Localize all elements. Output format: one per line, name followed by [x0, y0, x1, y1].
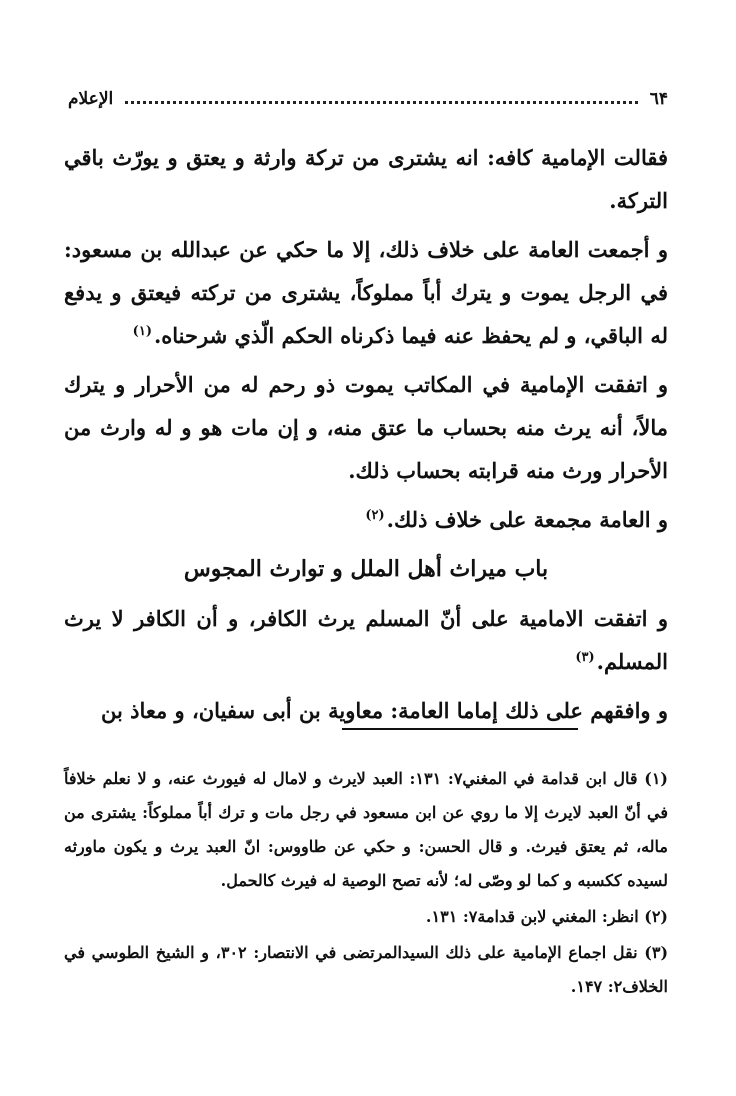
footnote-ref: (١) [132, 324, 152, 339]
footnotes [64, 762, 668, 1006]
paragraph [64, 136, 668, 222]
paragraph-text: فقالت الإمامية كافه: انه يشترى من تركة وارثة و يعتق و يورّث باقي التركة. [64, 145, 668, 213]
main-text [64, 136, 668, 738]
footnote-ref: (٣) [575, 650, 595, 665]
footnote: (٣) نقل اجماع الإمامية على ذلك السيدالمرتضى في الانتصار: ٣٠٢، و الشيخ الطوسي في الخلاف٢: ١۴٧. [64, 943, 669, 996]
paragraph [64, 228, 668, 357]
header-dotted-leader [125, 99, 638, 104]
running-header [68, 86, 668, 112]
paragraph-text: و العامة مجمعة على خلاف ذلك. [386, 507, 668, 532]
running-title: الإعلام [68, 89, 114, 109]
paragraph-text: و أجمعت العامة على خلاف ذلك، إلا ما حكي عن عبدالله بن مسعود: في الرجل يموت و يترك أباً مملوكاً، يشترى من تركته فيعتق و يدفع له الباقي، و لم يحفظ عنه فيما ذكرناه الحكم الّذي شرحناه. [64, 237, 668, 348]
paragraph-text: و اتفقت الإمامية في المكاتب يموت ذو رحم له من الأحرار و يترك مالاً، أنه يرث منه بحساب ما عتق منه، و إن مات هو و له وارث من الأحرار ورث منه قرابته بحساب ذلك. [64, 372, 668, 483]
footnote-separator [342, 728, 578, 730]
page-number: ٦۴ [649, 89, 668, 109]
footnote: (٢) انظر: المغني لابن قدامة٧: ١٣١. [425, 907, 668, 926]
paragraph-text: و اتفقت الامامية على أنّ المسلم يرث الكافر، و أن الكافر لا يرث المسلم. [64, 606, 668, 674]
paragraph [64, 689, 668, 732]
paragraph [64, 363, 668, 492]
paragraph [64, 498, 668, 541]
section-heading: باب ميراث أهل الملل و توارث المجوس [183, 556, 549, 582]
paragraph-text: و وافقهم على ذلك إماما العامة: معاوية بن أبى سفيان، و معاذ بن [100, 698, 668, 723]
footnote-ref: (٢) [365, 508, 385, 523]
paragraph [64, 597, 668, 683]
footnote: (١) قال ابن قدامة في المغني٧: ١٣١: العبد لايرث و لامال له فيورث عنه، و لا نعلم خلافاً في أنّ العبد لايرث إلا ما روي عن ابن مسعود في رجل مات و ترك أباً مملوكاً: يشترى من ماله، ثم يعتق فيرث. و قال الحسن: و حكي عن طاووس: انّ العبد يرث و يكون ماورثه لسيده ككسبه و كما لو وصّى له؛ لأنه تصح الوصية له فيرث كالحمل. [64, 769, 669, 890]
